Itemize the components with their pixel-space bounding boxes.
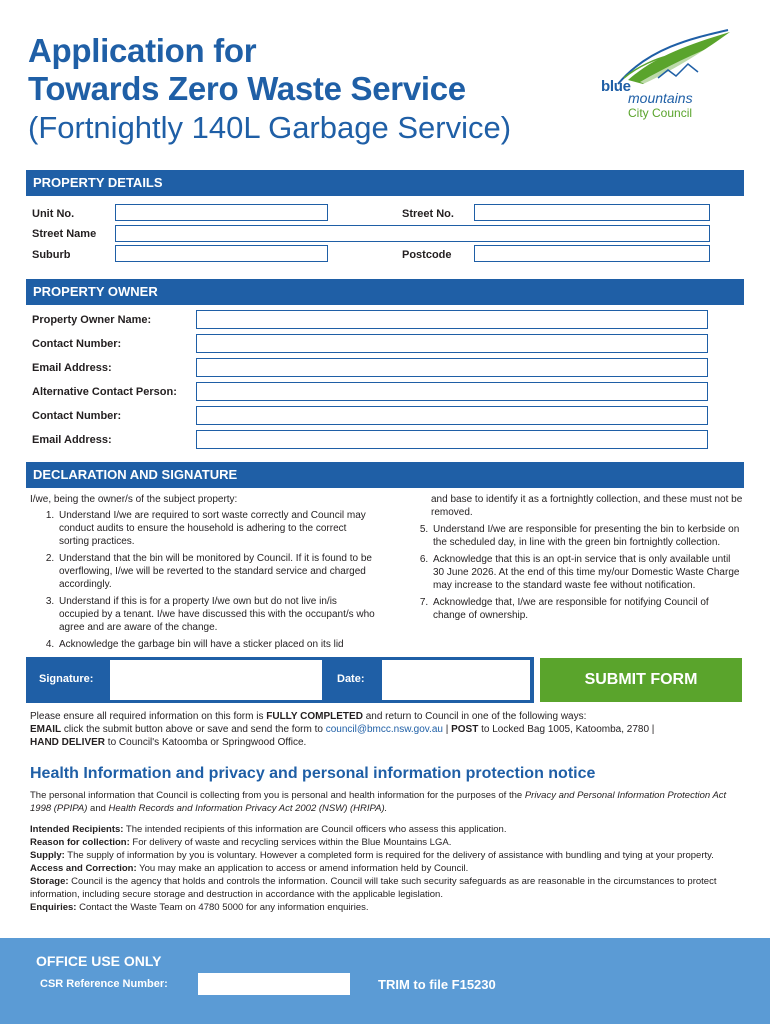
page-title [28, 32, 608, 148]
submission-line-1: Please ensure all required information on this form is FULLY COMPLETED and return to Council in one of the following ways: [30, 711, 587, 722]
declaration-item-5: 5. Understand I/we are responsible for presenting the bin to kerbside on the scheduled day, in line with the green bin fortnightly collection. [431, 523, 744, 549]
street-no-input[interactable] [474, 204, 710, 221]
privacy-item: Storage: Council is the agency that holds and controls the information. Council will take such security safeguards as are reasonable in the circumstances to protect information, including secure storage and destruction in accordance with the applicable legislation. [30, 876, 717, 900]
signature-label: Signature: [39, 673, 94, 685]
property-details-heading: PROPERTY DETAILS [26, 170, 744, 196]
declaration-item-4: 4. Acknowledge the garbage bin will have a sticker placed on its lid [57, 638, 375, 651]
date-label: Date: [337, 673, 365, 685]
signature-field[interactable] [110, 660, 322, 700]
declaration-item-3: 3. Understand if this is for a property I/we own but do not live in/is occupied by a tenant. I/we have discussed this with the occupant/s who agree and are aware of the change. [57, 595, 375, 634]
title-line-2: Towards Zero Waste Service [28, 70, 466, 107]
office-use-heading: OFFICE USE ONLY [36, 953, 162, 969]
logo-city-text: City Council [628, 106, 693, 120]
privacy-item: Intended Recipients: The intended recipients of this information are Council officers who assess this application. [30, 824, 507, 835]
alt-contact-person-input[interactable] [196, 382, 708, 401]
submission-line-3: HAND DELIVER to Council's Katoomba or Springwood Office. [30, 737, 307, 748]
submit-form-button[interactable]: SUBMIT FORM [540, 658, 742, 702]
alt-email-address-input[interactable] [196, 430, 708, 449]
privacy-intro: The personal information that Council is collecting from you is personal and health information for the purposes of the Privacy and Personal Information Protection Act 1998 (PPIPA) and Health Records and Information Privacy Act 2002 (NSW) (HRIPA). [30, 790, 727, 814]
date-field[interactable] [382, 660, 530, 700]
alt-contact-person-label: Alternative Contact Person: [32, 386, 177, 398]
declaration-right-column [404, 493, 744, 626]
suburb-label: Suburb [32, 249, 71, 261]
declaration-item-6: 6. Acknowledge that this is an opt-in service that is only available until 30 June 2026. At the end of this time my/our Domestic Waste Charge may increase to the standard waste fee without notification. [431, 553, 744, 592]
csr-reference-label: CSR Reference Number: [40, 978, 168, 990]
trim-file-text: TRIM to file F15230 [378, 977, 496, 992]
email-address-input[interactable] [196, 358, 708, 377]
council-logo [598, 28, 738, 120]
privacy-details [30, 823, 742, 914]
contact-number-input[interactable] [196, 334, 708, 353]
declaration-intro: I/we, being the owner/s of the subject property: [30, 494, 238, 505]
privacy-item: Supply: The supply of information by you is voluntary. However a completed form is required for the delivery of assistance with bundling and tying at your property. [30, 850, 714, 861]
declaration-heading: DECLARATION AND SIGNATURE [26, 462, 744, 488]
alt-contact-number-label: Contact Number: [32, 410, 122, 422]
email-address-label: Email Address: [32, 362, 112, 374]
declaration-item-1: 1. Understand I/we are required to sort waste correctly and Council may conduct audits to ensure the household is adhering to the correct sorting practices. [57, 509, 375, 548]
privacy-item: Reason for collection: For delivery of waste and recycling services within the Blue Mountains LGA. [30, 837, 452, 848]
street-no-label: Street No. [402, 208, 454, 220]
logo-mountains-text: mountains [628, 90, 693, 106]
alt-email-address-label: Email Address: [32, 434, 112, 446]
privacy-item: Enquiries: Contact the Waste Team on 4780 5000 for any information enquiries. [30, 902, 369, 913]
council-email-link[interactable]: council@bmcc.nsw.gov.au [325, 724, 443, 735]
suburb-input[interactable] [115, 245, 328, 262]
declaration-item-7: 7. Acknowledge that, I/we are responsible for notifying Council of change of ownership. [431, 596, 744, 622]
street-name-input[interactable] [115, 225, 710, 242]
unit-no-input[interactable] [115, 204, 328, 221]
subtitle: (Fortnightly 140L Garbage Service) [28, 110, 512, 145]
declaration-left-column [30, 493, 375, 655]
unit-no-label: Unit No. [32, 208, 75, 220]
postcode-label: Postcode [402, 249, 452, 261]
logo-blue-text: blue [601, 78, 631, 95]
contact-number-label: Contact Number: [32, 338, 122, 350]
alt-contact-number-input[interactable] [196, 406, 708, 425]
postcode-input[interactable] [474, 245, 710, 262]
privacy-item: Access and Correction: You may make an application to access or amend information held by Council. [30, 863, 469, 874]
street-name-label: Street Name [32, 228, 97, 240]
property-owner-heading: PROPERTY OWNER [26, 279, 744, 305]
csr-reference-input[interactable] [198, 973, 350, 995]
owner-name-label: Property Owner Name: [32, 314, 152, 326]
owner-name-input[interactable] [196, 310, 708, 329]
title-line-1: Application for [28, 32, 257, 69]
signature-bar [26, 657, 534, 703]
privacy-notice-heading: Health Information and privacy and personal information protection notice [30, 765, 596, 782]
declaration-item-2: 2. Understand that the bin will be monitored by Council. If it is found to be overflowing, I/we will be reverted to the standard service and charged accordingly. [57, 552, 375, 591]
submission-line-2: EMAIL click the submit button above or save and send the form to council@bmcc.nsw.gov.au | POST to Locked Bag 1005, Katoomba, 2780 | [30, 724, 655, 735]
office-use-section [0, 938, 770, 1024]
declaration-item-4-continued: and base to identify it as a fortnightly collection, and these must not be removed. [431, 494, 743, 518]
submission-instructions [30, 710, 742, 749]
